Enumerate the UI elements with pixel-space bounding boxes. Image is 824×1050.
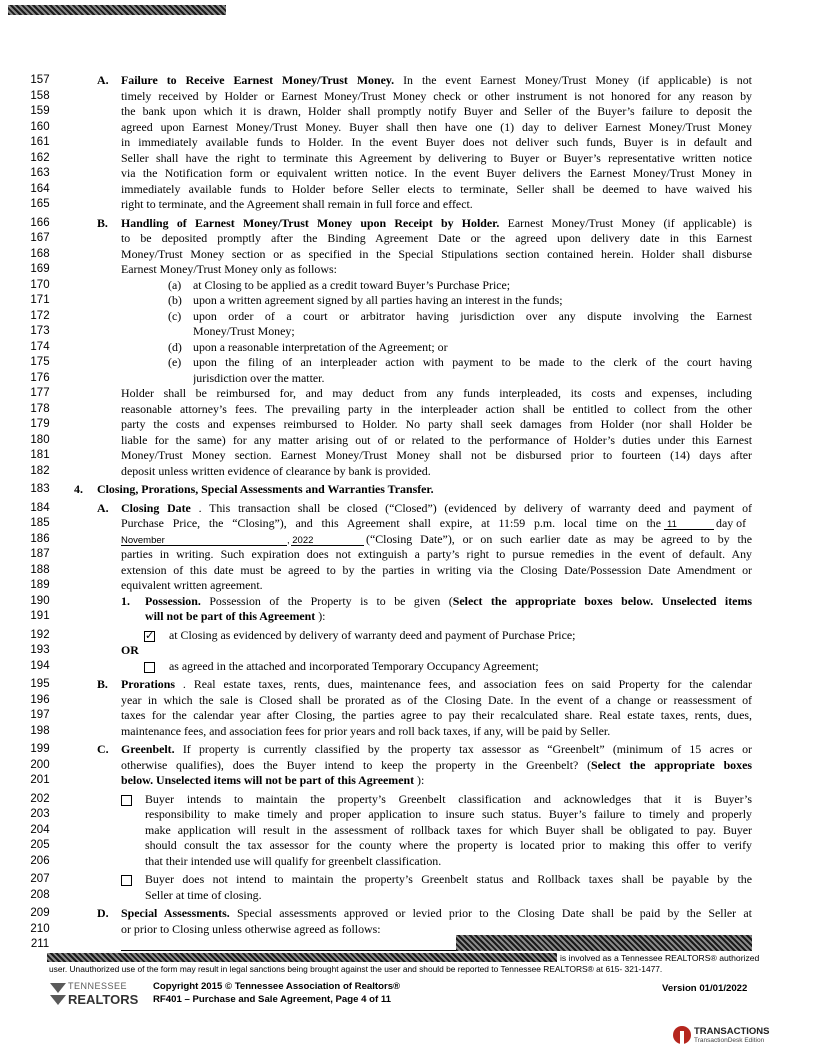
line-number: 193	[30, 644, 50, 656]
closing-day-field[interactable]: 11	[667, 519, 677, 530]
line-text: Purchase Price, the “Closing”), and this Agreement shall expire, at 11:59 p.m. local time on the	[121, 516, 661, 530]
line-body: Earnest Money/Trust Money (if applicable) is	[507, 215, 752, 230]
transactiondesk-edition-text: TransactionDesk Edition	[694, 1037, 765, 1044]
line-number: 180	[30, 433, 50, 446]
line-205	[0, 838, 824, 854]
line-text	[121, 166, 752, 182]
line-number: 178	[30, 402, 50, 415]
list-marker: (a)	[168, 277, 182, 292]
line-text	[121, 724, 752, 740]
line-number: 211	[30, 938, 50, 950]
line-text	[121, 247, 752, 263]
line-176	[0, 371, 824, 387]
line-number: 169	[30, 263, 50, 275]
line-178	[0, 402, 824, 418]
line-191	[0, 609, 824, 625]
line-number: 192	[30, 628, 50, 641]
line-text	[121, 578, 752, 594]
bold-heading: Closing, Prorations, Special Assessments and Warranties Transfer.	[97, 482, 434, 496]
line-text	[169, 659, 752, 675]
line-179	[0, 417, 824, 433]
line-171	[0, 293, 824, 309]
line-number: 191	[30, 610, 50, 622]
line-body: Possession of the Property is to be given (	[209, 593, 453, 608]
line-body: reasonable attorney’s fees. The prevailing party in the interpleader action shall be entitled to collect from the other	[121, 401, 752, 416]
line-193	[0, 643, 824, 659]
line-number: 184	[30, 501, 50, 514]
transactions-emblem-icon	[672, 1025, 692, 1047]
line-body: Money/Trust Money;	[193, 324, 295, 338]
line-text	[121, 104, 752, 120]
line-text	[121, 262, 752, 278]
line-body: should consult the tax assessor for the county where the property is located prior to making this offer to verify	[145, 838, 752, 852]
line-170	[0, 278, 824, 294]
line-number: 199	[30, 743, 50, 755]
line-number: 167	[30, 232, 50, 244]
bold-heading: Failure to Receive Earnest Money/Trust Money.	[121, 73, 395, 87]
line-194	[0, 659, 824, 675]
line-text	[121, 402, 752, 418]
line-body: equivalent written agreement.	[121, 578, 263, 592]
line-body: via the Notification form or equivalent written notice. In the event Buyer delivers the Earnest Money/Trust Money in	[121, 166, 752, 180]
line-text	[193, 293, 752, 309]
line-166	[0, 216, 824, 232]
line-167	[0, 231, 824, 247]
line-text	[145, 807, 752, 823]
line-number: 198	[30, 724, 50, 737]
line-number: 161	[30, 136, 50, 148]
line-body: otherwise qualifies), does the Buyer intend to keep the property in the Greenbelt? (	[121, 757, 592, 772]
possession-at-closing-checkbox[interactable]	[144, 631, 155, 642]
line-body: responsibility to make timely and proper application to insure such status. Buyer’s failure to timely and properly	[145, 807, 752, 821]
line-number: 187	[30, 548, 50, 560]
line-number: 203	[30, 808, 50, 820]
subsection-mark: D.	[97, 906, 109, 920]
line-201	[0, 773, 824, 789]
line-183	[0, 482, 824, 498]
line-number: 194	[30, 659, 50, 672]
closing-year-field[interactable]: , 2022	[287, 534, 314, 546]
line-169	[0, 262, 824, 278]
line-body: Money/Trust Money section. Earnest Money/Trust Money shall not be disbursed prior to fourteen (14) days after	[121, 448, 752, 462]
line-body: immediately available funds to Holder before Seller elects to terminate, Seller shall be deemed to have waived his	[121, 181, 752, 196]
line-body: ):	[417, 773, 425, 787]
line-184	[0, 501, 824, 517]
bold-heading: Greenbelt.	[121, 742, 175, 756]
line-number: 189	[30, 579, 50, 591]
line-text	[145, 838, 752, 854]
form-title-line: RF401 – Purchase and Sale Agreement, Page 4 of 11	[153, 994, 391, 1005]
line-text	[145, 854, 752, 870]
line-number: 188	[30, 563, 50, 576]
line-number: 175	[30, 356, 50, 368]
line-text	[145, 609, 752, 625]
bold-heading: Special Assessments.	[121, 906, 230, 920]
subsection-mark: B.	[97, 677, 108, 691]
line-body: to be deposited promptly after the Binding Agreement Date or the agreed upon delivery date in this Earnest	[121, 231, 752, 245]
line-text	[121, 906, 752, 922]
line-text	[121, 197, 752, 213]
line-number: 166	[30, 216, 50, 229]
line-160	[0, 120, 824, 136]
line-body: jurisdiction over the matter.	[193, 370, 325, 385]
list-marker: (e)	[168, 355, 182, 369]
line-189	[0, 578, 824, 594]
line-number: 209	[30, 907, 50, 919]
line-number: 195	[30, 678, 50, 690]
line-text	[121, 758, 752, 774]
line-number: 207	[30, 873, 50, 885]
list-marker: (b)	[168, 293, 182, 307]
line-text	[121, 135, 752, 151]
line-198	[0, 724, 824, 740]
list-marker: (d)	[168, 339, 182, 354]
subsection-mark: A.	[97, 500, 109, 515]
bold-heading: below. Unselected items will not be part of this Agreement	[121, 773, 415, 787]
line-body: upon a reasonable interpretation of the Agreement; or	[193, 339, 448, 354]
line-body: maintenance fees, and association fees for prior years and roll back taxes, if any, will be paid by Seller.	[121, 723, 611, 738]
line-181	[0, 448, 824, 464]
line-number: 201	[30, 774, 50, 786]
line-text	[121, 89, 752, 105]
line-number: 210	[30, 922, 50, 935]
line-text	[145, 594, 752, 610]
line-number: 202	[30, 792, 50, 805]
line-text	[121, 464, 752, 480]
section-number: 4.	[74, 482, 83, 496]
logo-tennessee-text: TENNESSEE	[68, 981, 128, 991]
line-159	[0, 104, 824, 120]
line-180	[0, 433, 824, 449]
subsection-mark: C.	[97, 742, 109, 756]
line-number: 162	[30, 151, 50, 164]
redacted-header-bar	[8, 5, 226, 15]
line-text	[121, 773, 752, 789]
transactions-text: TRANSACTIONS	[694, 1026, 770, 1037]
line-number: 186	[30, 532, 50, 545]
line-168	[0, 247, 824, 263]
line-text	[121, 433, 752, 449]
line-body: Holder shall be reimbursed for, and may deduct from any funds interpleaded, its costs and expenses, including	[121, 386, 752, 400]
line-text	[193, 340, 752, 356]
realtors-emblem-icon	[48, 981, 70, 1007]
line-number: 165	[30, 198, 50, 210]
line-number: 179	[30, 418, 50, 430]
line-body: upon the filing of an interpleader action with payment to be made to the clerk of the court having	[193, 355, 752, 369]
line-number: 163	[30, 167, 50, 179]
line-196	[0, 693, 824, 709]
item-number: 1.	[121, 593, 130, 608]
line-text	[193, 371, 752, 387]
line-number: 170	[30, 278, 50, 291]
line-text	[145, 823, 752, 839]
tennessee-realtors-logo	[48, 979, 138, 1011]
line-text	[121, 742, 752, 758]
line-164	[0, 182, 824, 198]
greenbelt-checkbox[interactable]	[121, 795, 132, 806]
bold-heading: Closing Date	[121, 500, 191, 515]
line-body: timely received by Holder or Earnest Money/Trust Money check or other instrument is not honored for any reason by	[121, 88, 752, 103]
line-number: 200	[30, 758, 50, 771]
line-number: 160	[30, 120, 50, 133]
line-number: 204	[30, 823, 50, 836]
line-186	[0, 532, 824, 548]
line-185	[0, 516, 824, 532]
line-number: 164	[30, 182, 50, 195]
line-body: In the event Earnest Money/Trust Money (if applicable) is not	[403, 73, 752, 87]
subsection-mark: A.	[97, 73, 109, 87]
line-192	[0, 628, 824, 644]
line-text	[121, 216, 752, 232]
list-marker: (c)	[168, 308, 182, 323]
line-number: 172	[30, 309, 50, 322]
line-number: 157	[30, 74, 50, 86]
line-text	[121, 501, 752, 517]
line-text	[121, 151, 752, 167]
line-187	[0, 547, 824, 563]
line-number: 159	[30, 105, 50, 117]
line-190	[0, 594, 824, 610]
line-163	[0, 166, 824, 182]
line-number: 183	[30, 483, 50, 495]
line-188	[0, 563, 824, 579]
line-body: make application will result in the assessment of rollback taxes for which Buyer shall be obligated to pay. Buyer	[145, 822, 752, 837]
line-177	[0, 386, 824, 402]
line-text	[97, 482, 752, 498]
line-number: 168	[30, 247, 50, 260]
copyright-line: Copyright 2015 © Tennessee Association of Realtors®	[153, 981, 401, 992]
line-text	[193, 309, 752, 325]
bold-heading: Handling of Earnest Money/Trust Money upon Receipt by Holder.	[121, 215, 500, 230]
line-text	[145, 872, 752, 888]
line-197	[0, 708, 824, 724]
line-206	[0, 854, 824, 870]
line-body: ):	[318, 609, 326, 623]
line-body: that their intended use will qualify for greenbelt classification.	[145, 853, 442, 868]
line-body: agreed upon Earnest Money/Trust Money. Buyer shall then have one (1) day to deliver Earnest Money/Trust Money	[121, 119, 752, 134]
line-number: 208	[30, 888, 50, 901]
line-195	[0, 677, 824, 693]
line-174	[0, 340, 824, 356]
line-text	[121, 120, 752, 136]
line-body: parties in writing. Such expiration does not extinguish a party’s right to pursue remedies in the event of default. Any	[121, 547, 752, 561]
line-199	[0, 742, 824, 758]
line-text	[121, 563, 752, 579]
line-number: 206	[30, 854, 50, 867]
line-text	[145, 792, 752, 808]
line-body: the bank upon which it is drawn, Holder shall promptly notify Buyer and Seller of the Buyer’s failure to deposit the	[121, 104, 752, 118]
line-body: deposit unless written evidence of clearance by bank is provided.	[121, 463, 431, 478]
line-number: 177	[30, 387, 50, 399]
closing-date-text: (“Closing Date”), or on such earlier date as may be agreed to by the	[366, 531, 752, 546]
line-body: Special assessments approved or levied prior to the Closing Date shall be paid by the Seller at	[236, 906, 752, 920]
line-204	[0, 823, 824, 839]
line-text	[121, 448, 752, 464]
line-body: as agreed in the attached and incorporated Temporary Occupancy Agreement;	[169, 658, 539, 673]
line-number: 197	[30, 709, 50, 721]
line-157	[0, 73, 824, 89]
line-body: Seller shall have the right to terminate this Agreement by delivering to Buyer or Buyer’s representative written notice	[121, 150, 752, 165]
line-162	[0, 151, 824, 167]
line-number: 205	[30, 839, 50, 851]
line-number: 185	[30, 517, 50, 529]
subsection-mark: B.	[97, 215, 108, 230]
line-body: extension of this date must be agreed to by the parties in writing via the Closing Date/Possession Date Amendment or	[121, 562, 752, 577]
line-text	[193, 278, 752, 294]
line-number: 171	[30, 294, 50, 306]
line-165	[0, 197, 824, 213]
redacted-name-box	[456, 935, 752, 951]
line-text	[193, 355, 752, 371]
line-body: . This transaction shall be closed (“Closed”) (evidenced by delivery of warranty deed and payment of	[198, 500, 752, 515]
line-158	[0, 89, 824, 105]
line-number: 174	[30, 340, 50, 353]
line-text	[145, 888, 752, 904]
line-body: or prior to Closing unless otherwise agreed as follows:	[121, 921, 381, 936]
line-body: Seller at time of closing.	[145, 887, 262, 902]
day-of-label: day of	[716, 516, 747, 530]
line-body: in immediately available funds to Holder. In the event Buyer does not deliver such funds, Buyer is in default and	[121, 135, 752, 149]
line-number: 190	[30, 594, 50, 607]
line-body: liable for the same) for any matter arising out of or related to the performance of Holder’s duties under this Earnest	[121, 432, 752, 447]
line-number: 176	[30, 371, 50, 384]
line-text	[193, 324, 752, 340]
line-text	[121, 386, 752, 402]
line-text	[121, 73, 752, 89]
redacted-user-bar	[47, 953, 557, 962]
temporary-occupancy-checkbox[interactable]	[144, 662, 155, 673]
bold-instruction: Select the appropriate boxes	[591, 757, 752, 772]
line-173	[0, 324, 824, 340]
line-209	[0, 906, 824, 922]
line-text	[121, 693, 752, 709]
line-text	[121, 417, 752, 433]
line-body: year in which the sale is Closed shall be prorated as of the Closing Date. In the event of a change or reassessment of	[121, 692, 752, 707]
line-number: 182	[30, 464, 50, 477]
line-175	[0, 355, 824, 371]
line-body: at Closing as evidenced by delivery of warranty deed and payment of Purchase Price;	[169, 627, 576, 642]
line-202	[0, 792, 824, 808]
line-207	[0, 872, 824, 888]
greenbelt-checkbox[interactable]	[121, 875, 132, 886]
line-number: 158	[30, 89, 50, 102]
line-body: Money/Trust Money section or as specified in the Special Stipulations section contained herein. Holder shall disburse	[121, 246, 752, 261]
logo-realtors-text: REALTORS	[68, 992, 139, 1007]
line-text	[121, 231, 752, 247]
line-body: upon a written agreement signed by all parties having an interest in the funds;	[193, 293, 563, 307]
line-body: upon order of a court or arbitrator having jurisdiction over any dispute involving the Earnest	[193, 308, 752, 323]
line-body: party the costs and expenses reimbursed to Holder. No party shall seek damages from Holder (nor shall Holder be	[121, 417, 752, 431]
version-label: Version 01/01/2022	[662, 983, 748, 994]
line-number: 173	[30, 325, 50, 337]
line-body: Buyer does not intend to maintain the property’s Greenbelt status and Rollback taxes shall be payable by the	[145, 872, 752, 886]
bold-heading: will not be part of this Agreement	[145, 609, 316, 623]
line-text	[169, 628, 752, 644]
line-body: . Real estate taxes, rents, dues, maintenance fees, and association fees on said Property for the calendar	[182, 677, 752, 691]
bold-instruction: Select the appropriate boxes below. Unselected items	[452, 593, 752, 608]
authorized-notice: is involved as a Tennessee REALTORS® authorized	[560, 953, 760, 963]
line-body: at Closing to be applied as a credit toward Buyer’s Purchase Price;	[193, 277, 511, 292]
line-number: 196	[30, 693, 50, 706]
line-172	[0, 309, 824, 325]
line-208	[0, 888, 824, 904]
bold-heading: Prorations	[121, 677, 175, 691]
line-text	[121, 182, 752, 198]
line-body: Buyer intends to maintain the property’s Greenbelt classification and acknowledges that it is Buyer’s	[145, 791, 752, 806]
transactiondesk-logo	[672, 1025, 782, 1047]
line-text	[121, 677, 752, 693]
line-text	[121, 708, 752, 724]
document-body	[0, 73, 824, 953]
closing-month-field[interactable]: November	[121, 534, 165, 546]
line-text	[121, 547, 752, 563]
line-number: 181	[30, 449, 50, 461]
line-body: Earnest Money/Trust Money only as follows:	[121, 262, 337, 276]
unauthorized-use-notice: user. Unauthorized use of the form may result in legal sanctions being brought against the user and should be reported to Tennessee REALTORS® at 615- 321-1477.	[49, 964, 663, 974]
line-182	[0, 464, 824, 480]
line-203	[0, 807, 824, 823]
line-body: If property is currently classified by the property tax assessor as “Greenbelt” (minimum of 15 acres or	[182, 742, 752, 756]
or-label: OR	[121, 643, 139, 657]
line-body: right to terminate, and the Agreement shall remain in full force and effect.	[121, 197, 473, 211]
line-body: taxes for the calendar year after Closing, the parties agree to pay their recalculated share. Real estate taxes, rents, dues,	[121, 708, 752, 722]
bold-heading: Possession.	[145, 593, 201, 608]
line-200	[0, 758, 824, 774]
line-161	[0, 135, 824, 151]
